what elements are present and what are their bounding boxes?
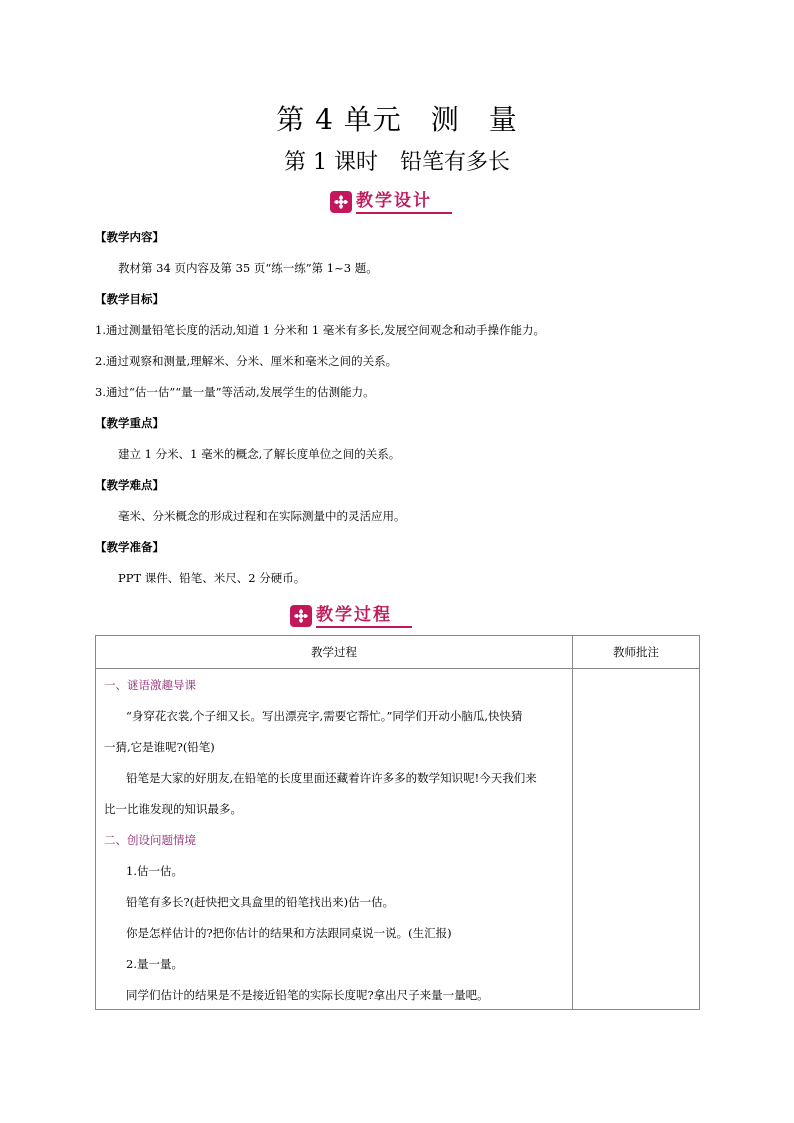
part2-line: 铅笔有多长?(赶快把文具盒里的铅笔找出来)估一估。 — [126, 895, 395, 909]
difficulty-heading: 【教学难点】 — [95, 478, 164, 492]
part2-line: 1.估一估。 — [126, 864, 183, 878]
goals-heading: 【教学目标】 — [95, 292, 164, 306]
difficulty-text: 毫米、分米概念的形成过程和在实际测量中的灵活应用。 — [118, 509, 406, 523]
part1-line: “身穿花衣裳,个子细又长。写出漂亮字,需要它帮忙。”同学们开动小脑瓜,快快猜 — [126, 709, 523, 723]
process-column-header: 教学过程 — [96, 636, 573, 669]
flower-logo-icon — [330, 191, 352, 213]
key-heading: 【教学重点】 — [95, 416, 164, 430]
process-table — [95, 635, 700, 1010]
goal-item: 2.通过观察和测量,理解米、分米、厘米和毫米之间的关系。 — [95, 354, 398, 368]
part1-line: 一猜,它是谁呢?(铅笔) — [104, 740, 215, 754]
content-text: 教材第 34 页内容及第 35 页“练一练”第 1~3 题。 — [118, 261, 378, 275]
key-text: 建立 1 分米、1 毫米的概念,了解长度单位之间的关系。 — [118, 447, 401, 461]
prep-heading: 【教学准备】 — [95, 540, 164, 554]
process-cell — [96, 669, 573, 1010]
unit-title: 第 4 单元 测 量 — [276, 103, 518, 136]
teaching-design-banner — [330, 189, 452, 215]
part1-title: 一、谜语激趣导课 — [104, 678, 196, 692]
flower-logo-icon — [290, 605, 312, 627]
goal-item: 3.通过“估一估”“量一量”等活动,发展学生的估测能力。 — [95, 385, 375, 399]
part2-line: 2.量一量。 — [126, 957, 183, 971]
content-heading: 【教学内容】 — [95, 230, 164, 244]
teaching-process-banner — [290, 603, 412, 629]
part1-line: 铅笔是大家的好朋友,在铅笔的长度里面还藏着许许多多的数学知识呢!今天我们来 — [126, 771, 537, 785]
notes-cell — [573, 669, 700, 1010]
prep-text: PPT 课件、铅笔、米尺、2 分硬币。 — [118, 571, 306, 585]
part2-line: 同学们估计的结果是不是接近铅笔的实际长度呢?拿出尺子来量一量吧。 — [126, 988, 489, 1002]
teaching-design-label: 教学设计 — [356, 190, 452, 214]
part2-line: 你是怎样估计的?把你估计的结果和方法跟同桌说一说。(生汇报) — [126, 926, 452, 940]
notes-column-header: 教师批注 — [573, 636, 700, 669]
lesson-title: 第 1 课时 铅笔有多长 — [284, 150, 510, 175]
part2-title: 二、创设问题情境 — [104, 833, 196, 847]
teaching-process-label: 教学过程 — [316, 604, 412, 628]
part1-line: 比一比谁发现的知识最多。 — [104, 802, 242, 816]
table-header-row — [96, 636, 700, 669]
table-row — [96, 669, 700, 1010]
goal-item: 1.通过测量铅笔长度的活动,知道 1 分米和 1 毫米有多长,发展空间观念和动手操作能力。 — [95, 323, 546, 337]
